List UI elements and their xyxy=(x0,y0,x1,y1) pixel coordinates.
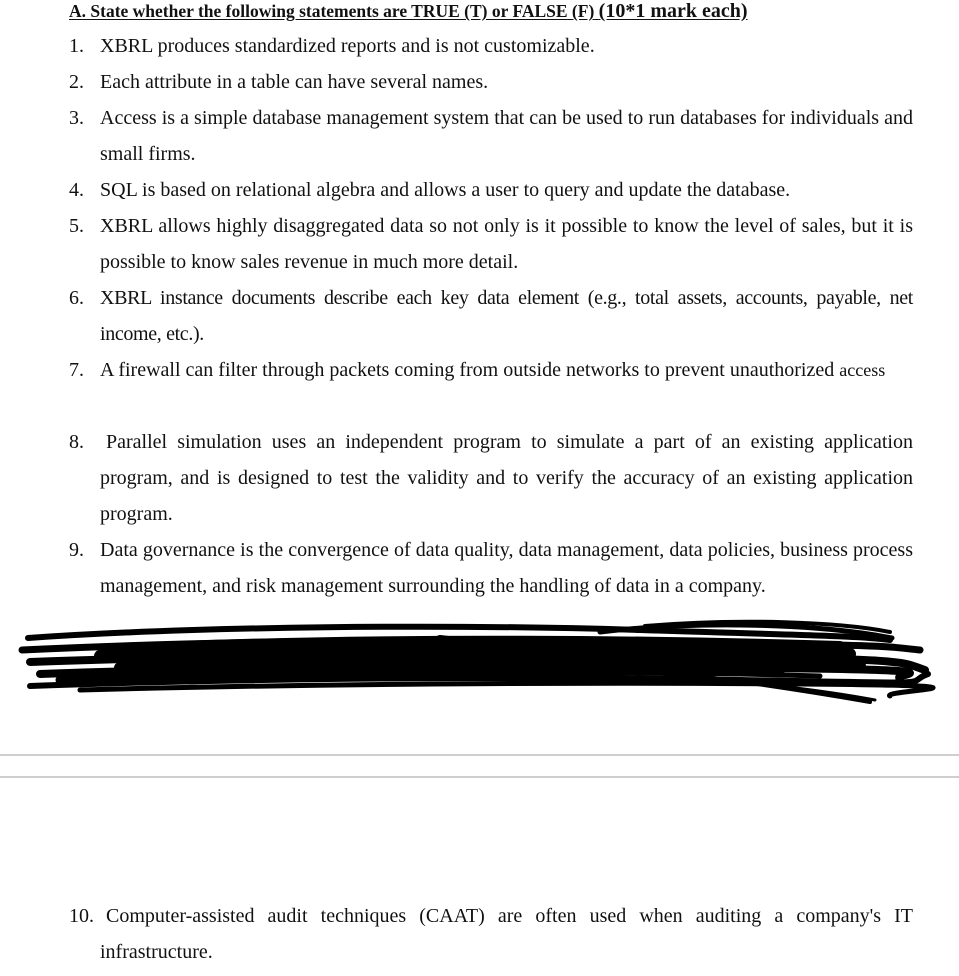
question-text: Each attribute in a table can have several names. xyxy=(100,71,489,93)
question-item xyxy=(69,28,913,64)
page-separator-bottom xyxy=(0,776,959,778)
redaction-scribble xyxy=(0,610,959,720)
question-text: XBRL instance documents describe each key data element (e.g., total assets, accounts, payable, net income, etc.). xyxy=(100,287,913,345)
question-number: 8. xyxy=(69,431,84,453)
question-item xyxy=(69,532,913,604)
question-item xyxy=(69,100,913,172)
question-text-main: A firewall can filter through packets coming from outside networks to prevent unauthorized xyxy=(100,359,835,381)
question-text: Access is a simple database management system that can be used to run databases for individuals and small firms. xyxy=(100,107,913,165)
question-item xyxy=(69,424,913,532)
question-number: 4. xyxy=(69,179,84,201)
question-item xyxy=(69,208,913,280)
question-number: 6. xyxy=(69,287,84,309)
question-text: Data governance is the convergence of data quality, data management, data policies, business process management, and risk management surrounding the handling of data in a company. xyxy=(100,539,913,597)
section-heading xyxy=(69,0,748,23)
question-item xyxy=(69,64,913,100)
question-text: Computer-assisted audit techniques (CAAT) are often used when auditing a company's IT infrastructure. xyxy=(100,905,913,963)
question-number: 1. xyxy=(69,35,84,57)
question-text xyxy=(100,352,913,388)
question-item xyxy=(69,280,913,352)
question-item xyxy=(69,898,913,970)
page-gap xyxy=(0,756,959,776)
question-number: 2. xyxy=(69,71,84,93)
question-text: SQL is based on relational algebra and allows a user to query and update the database. xyxy=(100,179,791,201)
question-text-last: access xyxy=(839,360,886,380)
question-number: 3. xyxy=(69,107,84,129)
question-number: 5. xyxy=(69,215,84,237)
question-number: 9. xyxy=(69,539,84,561)
question-text: XBRL produces standardized reports and is not customizable. xyxy=(100,35,595,57)
section-marks: (10*1 mark each) xyxy=(598,0,748,22)
question-number: 7. xyxy=(69,359,84,381)
question-text: Parallel simulation uses an independent program to simulate a part of an existing application program, and is designed to test the validity and to verify the accuracy of an existing application program. xyxy=(100,431,913,525)
question-number: 10. xyxy=(69,905,94,927)
question-item xyxy=(69,172,913,208)
question-text: XBRL allows highly disaggregated data so not only is it possible to know the level of sales, but it is possible to know sales revenue in much more detail. xyxy=(100,215,913,273)
section-title: A. State whether the following statements are TRUE (T) or FALSE (F) xyxy=(69,1,595,21)
question-item xyxy=(69,352,913,388)
